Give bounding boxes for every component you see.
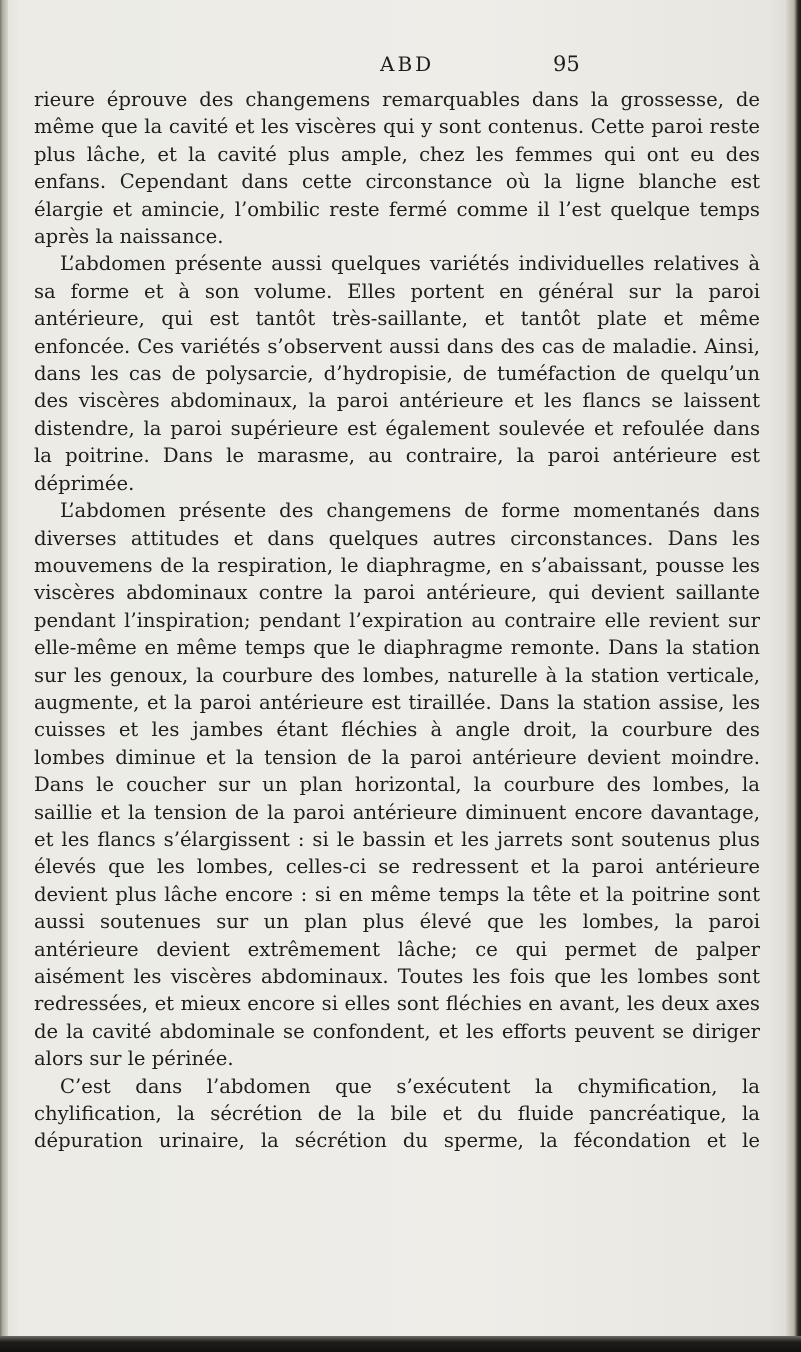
running-head: ABD xyxy=(380,52,435,76)
paragraph-2: L’abdomen présente aussi quelques variétés individuelles relatives à sa forme et à son volume. Elles portent en général sur la paroi antérieure, qui est tantôt très-saillante, et tantôt plate et même enfoncée. Ces variétés s’observent aussi dans des cas de maladie. Ainsi, dans les cas de polysarcie, d’hydropisie, de tuméfaction de quelqu’un des viscères abdominaux, la paroi antérieure et les flancs se laissent distendre, la paroi supérieure est également soulevée et refoulée dans la poitrine. Dans le marasme, au contraire, la paroi antérieure est déprimée. xyxy=(34,252,760,495)
page-edge-shadow xyxy=(785,0,801,1352)
page-header xyxy=(290,50,690,86)
page-number: 95 xyxy=(553,52,580,76)
page-gutter-shadow xyxy=(0,0,8,1352)
body-text xyxy=(34,86,760,1155)
paragraph-3: L’abdomen présente des changemens de forme momentanés dans diverses attitudes et dans quelques autres circonstances. Dans les mouvemens de la respiration, le diaphragme, en s’abaissant, pousse les viscères abdominaux contre la paroi antérieure, qui devient saillante pendant l’inspiration; pendant l’expiration au contraire elle revient sur elle-même en même temps que le diaphragme remonte. Dans la station sur les genoux, la courbure des lombes, naturelle à la station verticale, augmente, et la paroi antérieure est tiraillée. Dans la station assise, les cuisses et les jambes étant fléchies à angle droit, la courbure des lombes diminue et la tension de la paroi antérieure devient moindre. Dans le coucher sur un plan horizontal, la courbure des lombes, la saillie et la tension de la paroi antérieure diminuent encore davantage, et les flancs s’élargissent : si le bassin et les jarrets sont soutenus plus élevés que les lombes, celles-ci se redressent et la paroi antérieure devient plus lâche encore : si en même temps la tête et la poitrine sont aussi soutenues sur un plan plus élevé que les lombes, la paroi antérieure devient extrêmement lâche; ce qui permet de palper aisément les viscères abdominaux. Toutes les fois que les lombes sont redressées, et mieux encore si elles sont fléchies en avant, les deux axes de la cavité abdominale se confondent, et les efforts peuvent se diriger alors sur le périnée. xyxy=(34,499,760,1071)
paragraph-1: rieure éprouve des changemens remarquables dans la grossesse, de même que la cavité et les viscères qui y sont contenus. Cette paroi reste plus lâche, et la cavité plus ample, chez les femmes qui ont eu des enfans. Cependant dans cette circonstance où la ligne blanche est élargie et amincie, l’ombilic reste fermé comme il l’est quelque temps après la naissance. xyxy=(34,88,760,249)
paragraph-4: C’est dans l’abdomen que s’exécutent la chymification, la chylification, la sécrétion de la bile et du fluide pancréatique, la dépuration urinaire, la sécrétion du sperme, la fécondation et le xyxy=(34,1074,760,1153)
scan-bottom-border xyxy=(0,1336,801,1352)
